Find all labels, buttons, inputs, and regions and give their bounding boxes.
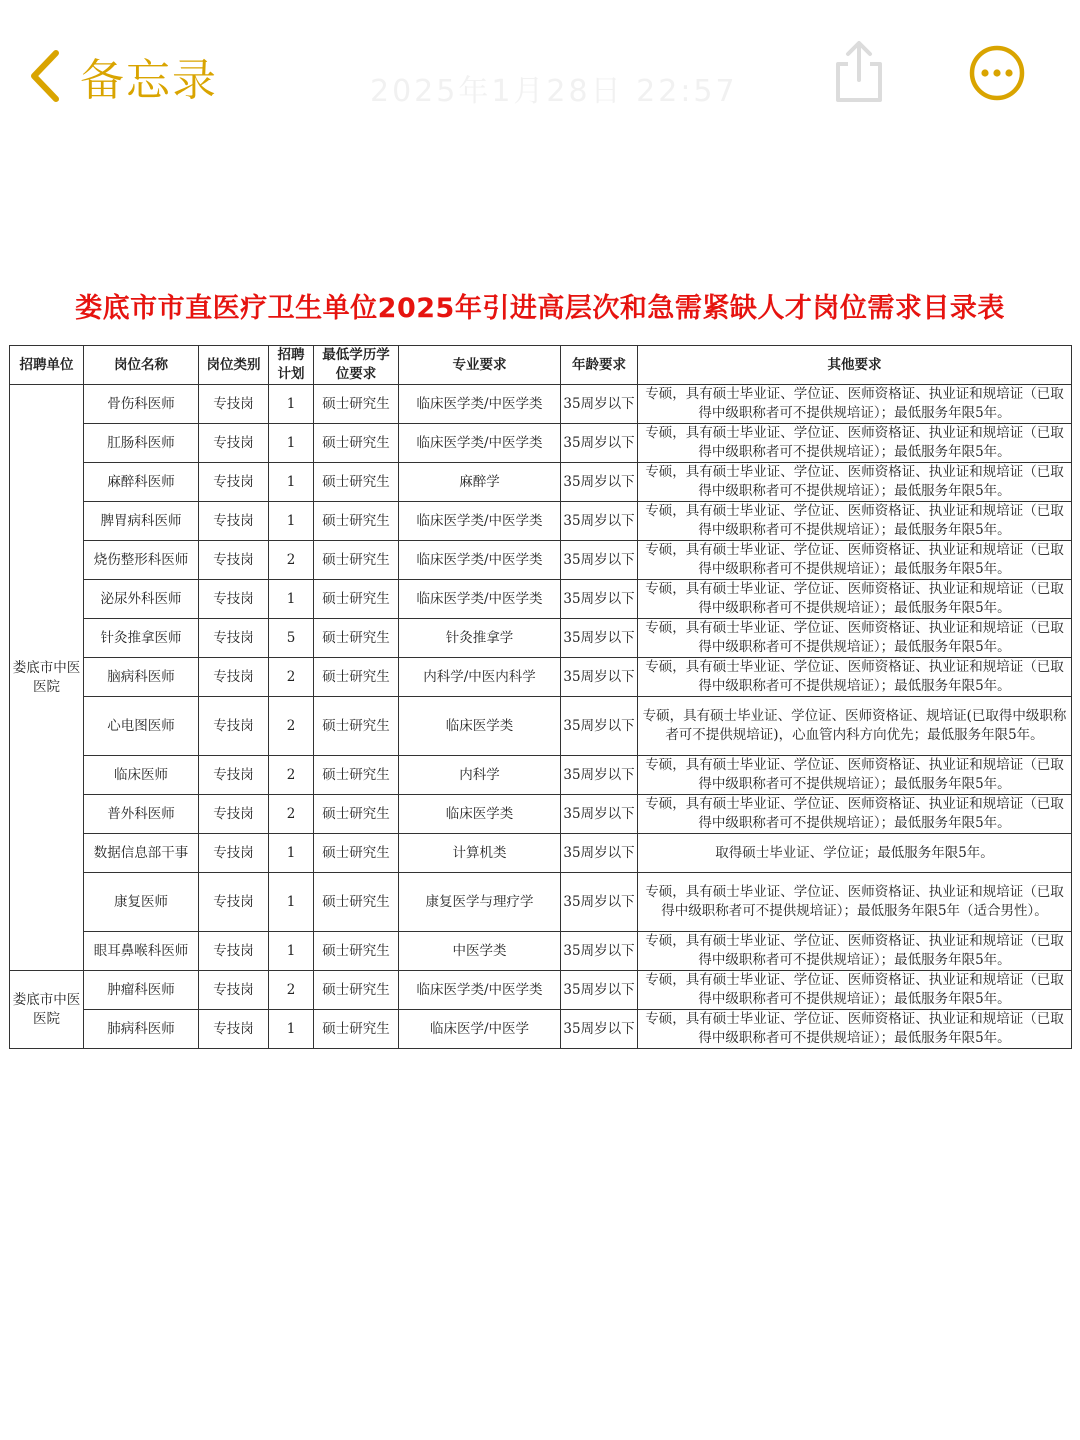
hiring-count: 1	[269, 873, 314, 932]
age-requirement: 35周岁以下	[561, 756, 638, 795]
position-name: 眼耳鼻喉科医师	[84, 932, 199, 971]
position-type: 专技岗	[199, 463, 269, 502]
notes-navigation-bar	[0, 0, 1080, 150]
other-requirement: 专硕，具有硕士毕业证、学位证、医师资格证、执业证和规培证（已取得中级职称者可不提供规培证）；最低服务年限5年。	[638, 424, 1072, 463]
other-requirement: 专硕，具有硕士毕业证、学位证、医师资格证、执业证和规培证（已取得中级职称者可不提供规培证）；最低服务年限5年。	[638, 580, 1072, 619]
position-type: 专技岗	[199, 697, 269, 756]
hiring-count: 2	[269, 658, 314, 697]
position-type: 专技岗	[199, 658, 269, 697]
table-row	[10, 1010, 1072, 1049]
table-row	[10, 580, 1072, 619]
age-requirement: 35周岁以下	[561, 697, 638, 756]
table-row	[10, 502, 1072, 541]
unit-cell: 娄底市中医医院	[10, 971, 84, 1049]
other-requirement: 专硕，具有硕士毕业证、学位证、医师资格证、执业证和规培证（已取得中级职称者可不提供规培证）；最低服务年限5年。	[638, 932, 1072, 971]
major-requirement: 计算机类	[399, 834, 561, 873]
age-requirement: 35周岁以下	[561, 541, 638, 580]
hiring-count: 1	[269, 580, 314, 619]
education-requirement: 硕士研究生	[314, 385, 399, 424]
major-requirement: 临床医学/中医学	[399, 1010, 561, 1049]
position-type: 专技岗	[199, 795, 269, 834]
education-requirement: 硕士研究生	[314, 873, 399, 932]
other-requirement: 专硕，具有硕士毕业证、学位证、医师资格证、执业证和规培证（已取得中级职称者可不提供规培证）；最低服务年限5年。	[638, 385, 1072, 424]
position-type: 专技岗	[199, 424, 269, 463]
other-requirement: 专硕，具有硕士毕业证、学位证、医师资格证、执业证和规培证（已取得中级职称者可不提供规培证）；最低服务年限5年。	[638, 756, 1072, 795]
age-requirement: 35周岁以下	[561, 658, 638, 697]
position-name: 临床医师	[84, 756, 199, 795]
age-requirement: 35周岁以下	[561, 619, 638, 658]
major-requirement: 临床医学类	[399, 795, 561, 834]
table-row	[10, 834, 1072, 873]
hiring-count: 1	[269, 424, 314, 463]
other-requirement: 专硕，具有硕士毕业证、学位证、医师资格证、执业证和规培证（已取得中级职称者可不提供规培证）；最低服务年限5年。	[638, 463, 1072, 502]
position-name: 骨伤科医师	[84, 385, 199, 424]
position-name: 针灸推拿医师	[84, 619, 199, 658]
hiring-count: 1	[269, 385, 314, 424]
column-header: 岗位类别	[199, 346, 269, 385]
education-requirement: 硕士研究生	[314, 932, 399, 971]
table-header-row	[10, 346, 1072, 385]
chevron-left-icon	[28, 49, 62, 103]
job-requirements-table	[9, 345, 1072, 1049]
age-requirement: 35周岁以下	[561, 873, 638, 932]
hiring-count: 1	[269, 1010, 314, 1049]
position-type: 专技岗	[199, 873, 269, 932]
age-requirement: 35周岁以下	[561, 932, 638, 971]
other-requirement: 专硕，具有硕士毕业证、学位证、医师资格证、规培证(已取得中级职称者可不提供规培证)，心血管内科方向优先；最低服务年限5年。	[638, 697, 1072, 756]
column-header: 专业要求	[399, 346, 561, 385]
hiring-count: 2	[269, 756, 314, 795]
position-name: 肿瘤科医师	[84, 971, 199, 1010]
position-name: 脑病科医师	[84, 658, 199, 697]
position-type: 专技岗	[199, 385, 269, 424]
column-header: 最低学历学位要求	[314, 346, 399, 385]
education-requirement: 硕士研究生	[314, 424, 399, 463]
position-type: 专技岗	[199, 756, 269, 795]
position-type: 专技岗	[199, 541, 269, 580]
education-requirement: 硕士研究生	[314, 971, 399, 1010]
major-requirement: 临床医学类/中医学类	[399, 541, 561, 580]
position-name: 肛肠科医师	[84, 424, 199, 463]
position-type: 专技岗	[199, 834, 269, 873]
column-header: 年龄要求	[561, 346, 638, 385]
hiring-count: 1	[269, 463, 314, 502]
ellipsis-circle-icon	[968, 44, 1026, 102]
table-row	[10, 541, 1072, 580]
other-requirement: 专硕，具有硕士毕业证、学位证、医师资格证、执业证和规培证（已取得中级职称者可不提供规培证）；最低服务年限5年。	[638, 971, 1072, 1010]
education-requirement: 硕士研究生	[314, 756, 399, 795]
table-row	[10, 385, 1072, 424]
position-type: 专技岗	[199, 971, 269, 1010]
major-requirement: 临床医学类/中医学类	[399, 580, 561, 619]
column-header: 岗位名称	[84, 346, 199, 385]
education-requirement: 硕士研究生	[314, 697, 399, 756]
position-name: 数据信息部干事	[84, 834, 199, 873]
position-name: 烧伤整形科医师	[84, 541, 199, 580]
major-requirement: 康复医学与理疗学	[399, 873, 561, 932]
table-row	[10, 932, 1072, 971]
column-header: 招聘计划	[269, 346, 314, 385]
hiring-count: 5	[269, 619, 314, 658]
column-header: 其他要求	[638, 346, 1072, 385]
major-requirement: 临床医学类/中医学类	[399, 424, 561, 463]
hiring-count: 1	[269, 932, 314, 971]
education-requirement: 硕士研究生	[314, 795, 399, 834]
age-requirement: 35周岁以下	[561, 1010, 638, 1049]
document-title: 娄底市市直医疗卫生单位2025年引进高层次和急需紧缺人才岗位需求目录表	[75, 293, 1005, 324]
other-requirement: 取得硕士毕业证、学位证；最低服务年限5年。	[638, 834, 1072, 873]
more-options-button[interactable]	[968, 44, 1026, 106]
back-label: 备忘录	[80, 55, 218, 106]
position-name: 脾胃病科医师	[84, 502, 199, 541]
table-row	[10, 873, 1072, 932]
share-button[interactable]	[830, 40, 888, 108]
age-requirement: 35周岁以下	[561, 971, 638, 1010]
other-requirement: 专硕，具有硕士毕业证、学位证、医师资格证、执业证和规培证（已取得中级职称者可不提供规培证）；最低服务年限5年。	[638, 795, 1072, 834]
hiring-count: 1	[269, 502, 314, 541]
age-requirement: 35周岁以下	[561, 424, 638, 463]
share-icon	[830, 40, 888, 104]
other-requirement: 专硕，具有硕士毕业证、学位证、医师资格证、执业证和规培证（已取得中级职称者可不提供规培证）；最低服务年限5年。	[638, 658, 1072, 697]
major-requirement: 中医学类	[399, 932, 561, 971]
position-name: 心电图医师	[84, 697, 199, 756]
education-requirement: 硕士研究生	[314, 580, 399, 619]
other-requirement: 专硕，具有硕士毕业证、学位证、医师资格证、执业证和规培证（已取得中级职称者可不提供规培证）；最低服务年限5年。	[638, 541, 1072, 580]
back-button[interactable]	[28, 44, 218, 108]
table-row	[10, 619, 1072, 658]
hiring-count: 2	[269, 971, 314, 1010]
position-type: 专技岗	[199, 619, 269, 658]
position-name: 麻醉科医师	[84, 463, 199, 502]
table-row	[10, 697, 1072, 756]
age-requirement: 35周岁以下	[561, 795, 638, 834]
hiring-count: 1	[269, 834, 314, 873]
education-requirement: 硕士研究生	[314, 541, 399, 580]
position-name: 肺病科医师	[84, 1010, 199, 1049]
major-requirement: 临床医学类	[399, 697, 561, 756]
table-row	[10, 756, 1072, 795]
education-requirement: 硕士研究生	[314, 502, 399, 541]
unit-cell: 娄底市中医医院	[10, 385, 84, 971]
table-row	[10, 463, 1072, 502]
education-requirement: 硕士研究生	[314, 1010, 399, 1049]
education-requirement: 硕士研究生	[314, 834, 399, 873]
age-requirement: 35周岁以下	[561, 463, 638, 502]
major-requirement: 内科学	[399, 756, 561, 795]
other-requirement: 专硕，具有硕士毕业证、学位证、医师资格证、执业证和规培证（已取得中级职称者可不提供规培证）；最低服务年限5年。	[638, 619, 1072, 658]
position-type: 专技岗	[199, 580, 269, 619]
hiring-count: 2	[269, 541, 314, 580]
other-requirement: 专硕，具有硕士毕业证、学位证、医师资格证、执业证和规培证（已取得中级职称者可不提供规培证）；最低服务年限5年。	[638, 502, 1072, 541]
major-requirement: 麻醉学	[399, 463, 561, 502]
position-name: 普外科医师	[84, 795, 199, 834]
education-requirement: 硕士研究生	[314, 619, 399, 658]
hiring-count: 2	[269, 795, 314, 834]
blank-page-area	[0, 1049, 1080, 1440]
table-row	[10, 424, 1072, 463]
other-requirement: 专硕，具有硕士毕业证、学位证、医师资格证、执业证和规培证（已取得中级职称者可不提供规培证）；最低服务年限5年。	[638, 1010, 1072, 1049]
age-requirement: 35周岁以下	[561, 502, 638, 541]
position-name: 康复医师	[84, 873, 199, 932]
other-requirement: 专硕，具有硕士毕业证、学位证、医师资格证、执业证和规培证（已取得中级职称者可不提供规培证）；最低服务年限5年（适合男性）。	[638, 873, 1072, 932]
table-row	[10, 658, 1072, 697]
major-requirement: 临床医学类/中医学类	[399, 385, 561, 424]
age-requirement: 35周岁以下	[561, 834, 638, 873]
position-type: 专技岗	[199, 502, 269, 541]
hiring-count: 2	[269, 697, 314, 756]
table-row	[10, 971, 1072, 1010]
major-requirement: 临床医学类/中医学类	[399, 971, 561, 1010]
position-type: 专技岗	[199, 932, 269, 971]
education-requirement: 硕士研究生	[314, 463, 399, 502]
note-date: 2025年1月28日 22:57	[370, 74, 738, 109]
major-requirement: 针灸推拿学	[399, 619, 561, 658]
column-header: 招聘单位	[10, 346, 84, 385]
age-requirement: 35周岁以下	[561, 385, 638, 424]
age-requirement: 35周岁以下	[561, 580, 638, 619]
major-requirement: 内科学/中医内科学	[399, 658, 561, 697]
table-row	[10, 795, 1072, 834]
position-type: 专技岗	[199, 1010, 269, 1049]
position-name: 泌尿外科医师	[84, 580, 199, 619]
education-requirement: 硕士研究生	[314, 658, 399, 697]
major-requirement: 临床医学类/中医学类	[399, 502, 561, 541]
